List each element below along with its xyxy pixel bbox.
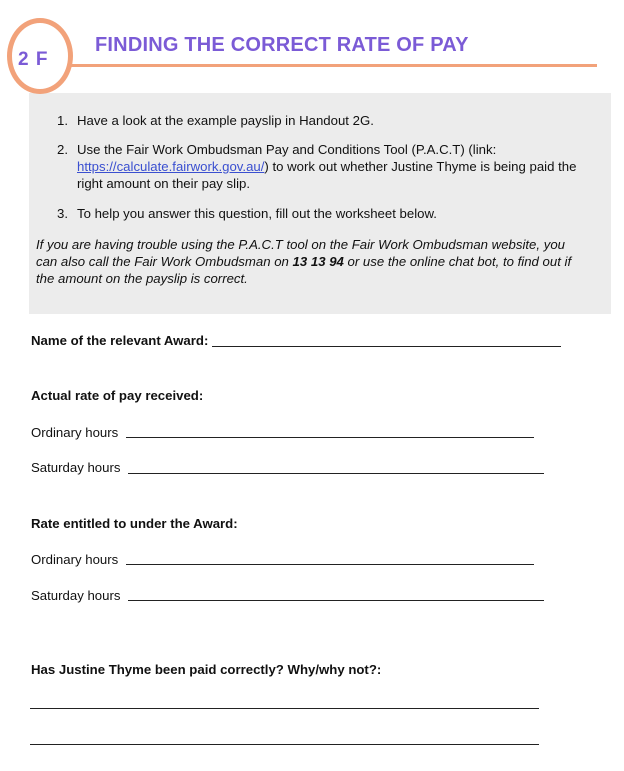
actual-saturday-line[interactable] bbox=[128, 473, 544, 474]
entitled-saturday-label: Saturday hours bbox=[31, 588, 121, 603]
header-divider bbox=[68, 64, 597, 67]
entitled-ordinary-line[interactable] bbox=[126, 564, 534, 565]
step-text: ) to work out whether Justine Thyme is being paid the bbox=[264, 159, 577, 174]
note-line: or use the online chat bot, to find out if bbox=[343, 254, 572, 269]
page-title: FINDING THE CORRECT RATE OF PAY bbox=[95, 34, 469, 56]
actual-rate-heading: Actual rate of pay received: bbox=[31, 388, 204, 403]
entitled-rate-heading: Rate entitled to under the Award: bbox=[31, 516, 238, 531]
step-number: 2. bbox=[57, 142, 68, 157]
note-line: the amount on the payslip is correct. bbox=[36, 271, 248, 286]
help-note bbox=[36, 236, 602, 287]
actual-ordinary-line[interactable] bbox=[126, 437, 534, 438]
phone-number: 13 13 94 bbox=[292, 254, 344, 269]
actual-saturday-label: Saturday hours bbox=[31, 460, 121, 475]
paid-correctly-question: Has Justine Thyme been paid correctly? Why/why not?: bbox=[31, 662, 382, 677]
pact-link[interactable]: https://calculate.fairwork.gov.au/ bbox=[77, 159, 265, 174]
step-text: Use the Fair Work Ombudsman Pay and Conditions Tool (P.A.C.T) (link: bbox=[77, 142, 497, 157]
answer-line-1[interactable] bbox=[30, 708, 539, 709]
answer-line-2[interactable] bbox=[30, 744, 539, 745]
step-text: To help you answer this question, fill out the worksheet below. bbox=[77, 206, 437, 221]
entitled-saturday-line[interactable] bbox=[128, 600, 544, 601]
step-text: Have a look at the example payslip in Handout 2G. bbox=[77, 113, 374, 128]
step-number: 1. bbox=[57, 113, 68, 128]
step-text: right amount on their pay slip. bbox=[77, 176, 250, 191]
actual-ordinary-label: Ordinary hours bbox=[31, 425, 119, 440]
award-answer-line[interactable] bbox=[212, 346, 561, 347]
section-badge-label: 2 F bbox=[18, 49, 49, 70]
note-line: If you are having trouble using the P.A.C.T tool on the Fair Work Ombudsman website, you bbox=[36, 237, 565, 252]
entitled-ordinary-label: Ordinary hours bbox=[31, 552, 119, 567]
note-line: can also call the Fair Work Ombudsman on bbox=[36, 254, 293, 269]
award-label: Name of the relevant Award: bbox=[31, 333, 209, 348]
step-number: 3. bbox=[57, 206, 68, 221]
